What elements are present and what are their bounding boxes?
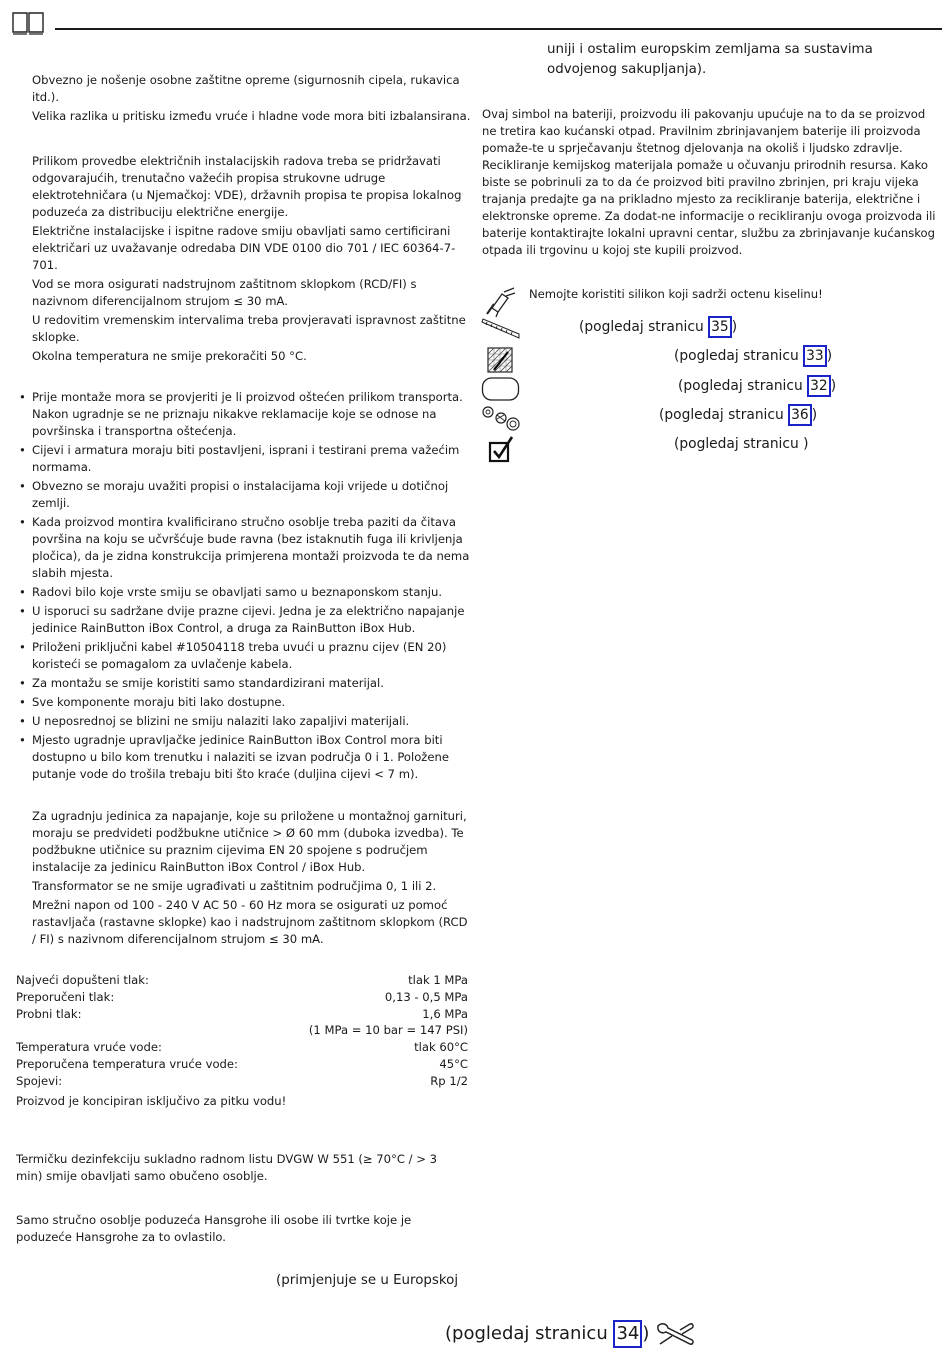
mounting-section — [16, 389, 472, 785]
electrical-text: Električne instalacijske i ispitne radove smiju obavljati samo certificirani električari uz uvažavanje odredaba DIN VDE 0100 dio 701 / IEC 60364-7-701. — [32, 224, 456, 272]
spec-value: 45°C — [439, 1056, 468, 1071]
spec-value: Rp 1/2 — [430, 1073, 468, 1088]
list-item: • Za montažu se smije koristiti samo standardizirani materijal. — [16, 675, 472, 692]
footer-ref — [445, 1320, 649, 1348]
measurement-ruler-icon — [481, 318, 521, 340]
power-text: Mrežni napon od 100 - 240 V AC 50 - 60 Hz mora se osigurati uz pomoć rastavljača (rastavne sklopke) kao i nadstrujnom zaštitnom sklopkom (RCD / FI) s nazivnom diferencijalnom strujom ≤ 30 mA. — [32, 898, 468, 946]
ref-suffix: ) — [731, 319, 738, 335]
ref-prefix: (pogledaj stranicu — [678, 378, 808, 394]
electrical-section — [32, 153, 468, 367]
ref-suffix: ) — [803, 436, 809, 452]
spec-row — [16, 1022, 468, 1039]
mounting-list — [16, 389, 472, 783]
rounded-rectangle-icon — [481, 376, 521, 402]
spec-value: tlak 60°C — [414, 1040, 468, 1055]
ref-suffix: ) — [826, 348, 833, 364]
spec-label: Probni tlak: — [16, 1006, 82, 1021]
page-link-33[interactable]: 33 — [803, 345, 827, 367]
page-link-36[interactable]: 36 — [788, 404, 812, 426]
spare-parts-icon — [481, 404, 521, 432]
spec-row — [16, 972, 468, 989]
spec-value: 0,13 - 0,5 MPa — [384, 989, 468, 1004]
spec-value: 1,6 MPa — [422, 1006, 468, 1021]
spec-row — [16, 1073, 468, 1090]
safety-section — [32, 72, 472, 127]
safety-text: Obvezno je nošenje osobne zaštitne opreme (sigurnosnih cipela, rukavica itd.). — [32, 73, 460, 104]
ref-row — [678, 375, 836, 397]
ref-prefix: (pogledaj stranicu — [579, 319, 709, 335]
header-rule — [55, 28, 942, 30]
spec-label: Spojevi: — [16, 1073, 63, 1088]
list-item: • Prije montaže mora se provjeriti je li proizvod oštećen prilikom transporta. Nakon ugradnje se ne priznaju nikakve reklamacije koje se odnose na površinska i transportna oštećenja. — [16, 389, 472, 440]
electrical-text: Okolna temperatura ne smije prekoračiti 50 °C. — [32, 349, 307, 363]
ref-row — [579, 316, 737, 338]
silicone-warning: Nemojte koristiti silikon koji sadrži octenu kiselinu! — [529, 287, 823, 301]
electrical-text: Vod se mora osigurati nadstrujnom zaštitnom sklopkom (RCD/FI) s nazivnom diferencijalnom strujom ≤ 30 mA. — [32, 277, 417, 308]
silicone-gun-icon — [484, 286, 518, 318]
spec-row — [16, 989, 468, 1006]
electrical-text: U redovitim vremenskim intervalima treba provjeravati ispravnost zaštitne sklopke. — [32, 313, 466, 344]
list-item: • U neposrednoj se blizini ne smiju nalaziti lako zapaljivi materijali. — [16, 713, 472, 730]
specs-note: Proizvod je koncipiran isključivo za pitku vodu! — [16, 1093, 287, 1108]
ref-prefix: (pogledaj stranicu — [674, 348, 804, 364]
recycling-text: Ovaj simbol na bateriji, proizvodu ili pakovanju upućuje na to da se proizvod ne tretira kao kućanski otpad. Pravilnim zbrinjavanjem baterije ili proizvoda pomaže-te u sprječavanju štetnog djelovanja na okoliš i ljudsko zdravlje. Recikliranje kemijskog materijala pomaže u očuvanju prirodnih resursa. Kako biste se pobrinuli za to da će proizvod biti pravilno zbrinjen, pri kraju vijeka trajanja predajte ga na prikladno mjesto za recikliranje baterija, električne i elektronske opreme. Za dodat-ne informacije o recikliranju ovoga proizvoda ili baterije kontaktirajte lokalni upravni centar, službu za zbrinjavanje kućanskog otpada ili trgovinu u kojoj ste kupili proizvod. — [482, 107, 936, 257]
safety-text: Velika razlika u pritisku između vruće i hladne vode mora biti izbalansirana. — [32, 109, 471, 123]
electrical-text: Prilikom provedbe električnih instalacijskih radova treba se pridržavati odgovarajućih, trenutačno važećih propisa strukovne udruge elektrotehničara (u Njemačkoj: VDE), državnih propisa te propisa lokalnog poduzeća za distribuciju električne energije. — [32, 154, 462, 219]
spec-value: (1 MPa = 10 bar = 147 PSI) — [308, 1023, 468, 1038]
hatched-area-icon — [486, 346, 516, 374]
spec-row — [16, 1056, 468, 1073]
disinfection-text: Termičku dezinfekciju sukladno radnom listu DVGW W 551 (≥ 70°C / > 3 min) smije obavljati samo obučeno osoblje. — [16, 1152, 438, 1183]
list-item: • Obvezno se moraju uvažiti propisi o instalacijama koji vrijede u dotičnoj zemlji. — [16, 478, 472, 512]
test-checkbox-icon — [488, 436, 516, 464]
ref-suffix: ) — [811, 407, 818, 423]
list-item: • Sve komponente moraju biti lako dostupne. — [16, 694, 472, 711]
spec-label: Najveći dopušteni tlak: — [16, 973, 149, 987]
ref-row — [674, 345, 832, 367]
ref-suffix: ) — [830, 378, 837, 394]
ref-prefix: (pogledaj stranicu — [674, 436, 804, 452]
list-item: • Kada proizvod montira kvalificirano stručno osoblje treba paziti da čitava površina na koju se učvršćuje bude ravna (bez istaknutih fuga ili krivljenja pločica), da je zidna konstrukcija primjerena montaži proizvoda te da nema slabih mjesta. — [16, 514, 472, 582]
spec-row — [16, 1039, 468, 1056]
staff-text: Samo stručno osoblje poduzeća Hansgrohe ili osobe ili tvrtke koje je poduzeće Hansgrohe za to ovlastilo. — [16, 1213, 412, 1244]
eu-note: (primjenjuje se u Europskoj — [276, 1273, 459, 1288]
specs-table — [16, 972, 468, 1110]
page-link-35[interactable]: 35 — [708, 316, 732, 338]
list-item: • Cijevi i armatura moraju biti postavljeni, isprani i testirani prema važećim normama. — [16, 442, 472, 476]
page-link-34[interactable]: 34 — [613, 1320, 642, 1348]
ref-row — [674, 434, 809, 454]
ref-prefix: (pogledaj stranicu — [445, 1323, 614, 1344]
list-item: • Mjesto ugradnje upravljačke jedinice RainButton iBox Control mora biti dostupno u bilo kom trenutku i nalaziti se izvan područja 0 i 1. Položene putanje vode do trošila trebaju biti što kraće (duljina cijevi < 7 m). — [16, 732, 472, 783]
wrench-icon — [654, 1320, 696, 1348]
ref-prefix: (pogledaj stranicu — [659, 407, 789, 423]
spec-label: Preporučena temperatura vruće vode: — [16, 1056, 238, 1071]
power-text: Za ugradnju jedinica za napajanje, koje su priložene u montažnoj garnituri, moraju se predvideti podžbukne utičnice > Ø 60 mm (duboka izvedba). Te podžbukne utičnice su praznim cijevima EN 20 spojene s područjem instalacije za jedinicu RainButton iBox Control / iBox Hub. — [32, 809, 467, 874]
list-item: • Priloženi priključni kabel #10504118 treba uvući u praznu cijev (EN 20) koristeći se pomagalom za uvlačenje kabela. — [16, 639, 472, 673]
ref-suffix: ) — [642, 1323, 650, 1344]
spec-row — [16, 1006, 468, 1023]
open-book-icon — [11, 8, 45, 36]
spec-label: Preporučeni tlak: — [16, 989, 115, 1004]
list-item: • Radovi bilo koje vrste smiju se obavljati samo u beznaponskom stanju. — [16, 584, 472, 601]
power-text: Transformator se ne smije ugrađivati u zaštitnim područjima 0, 1 ili 2. — [32, 879, 437, 893]
list-item: • U isporuci su sadržane dvije prazne cijevi. Jedna je za električno napajanje jedinice RainButton iBox Control, a druga za RainButton iBox Hub. — [16, 603, 472, 637]
spec-value: tlak 1 MPa — [408, 973, 468, 987]
eu-note-continued: uniji i ostalim europskim zemljama sa sustavima odvojenog sakupljanja). — [547, 42, 873, 77]
page-link-32[interactable]: 32 — [807, 375, 831, 397]
power-section — [32, 808, 472, 950]
spec-label: Temperatura vruće vode: — [16, 1040, 162, 1055]
ref-row — [659, 404, 817, 426]
